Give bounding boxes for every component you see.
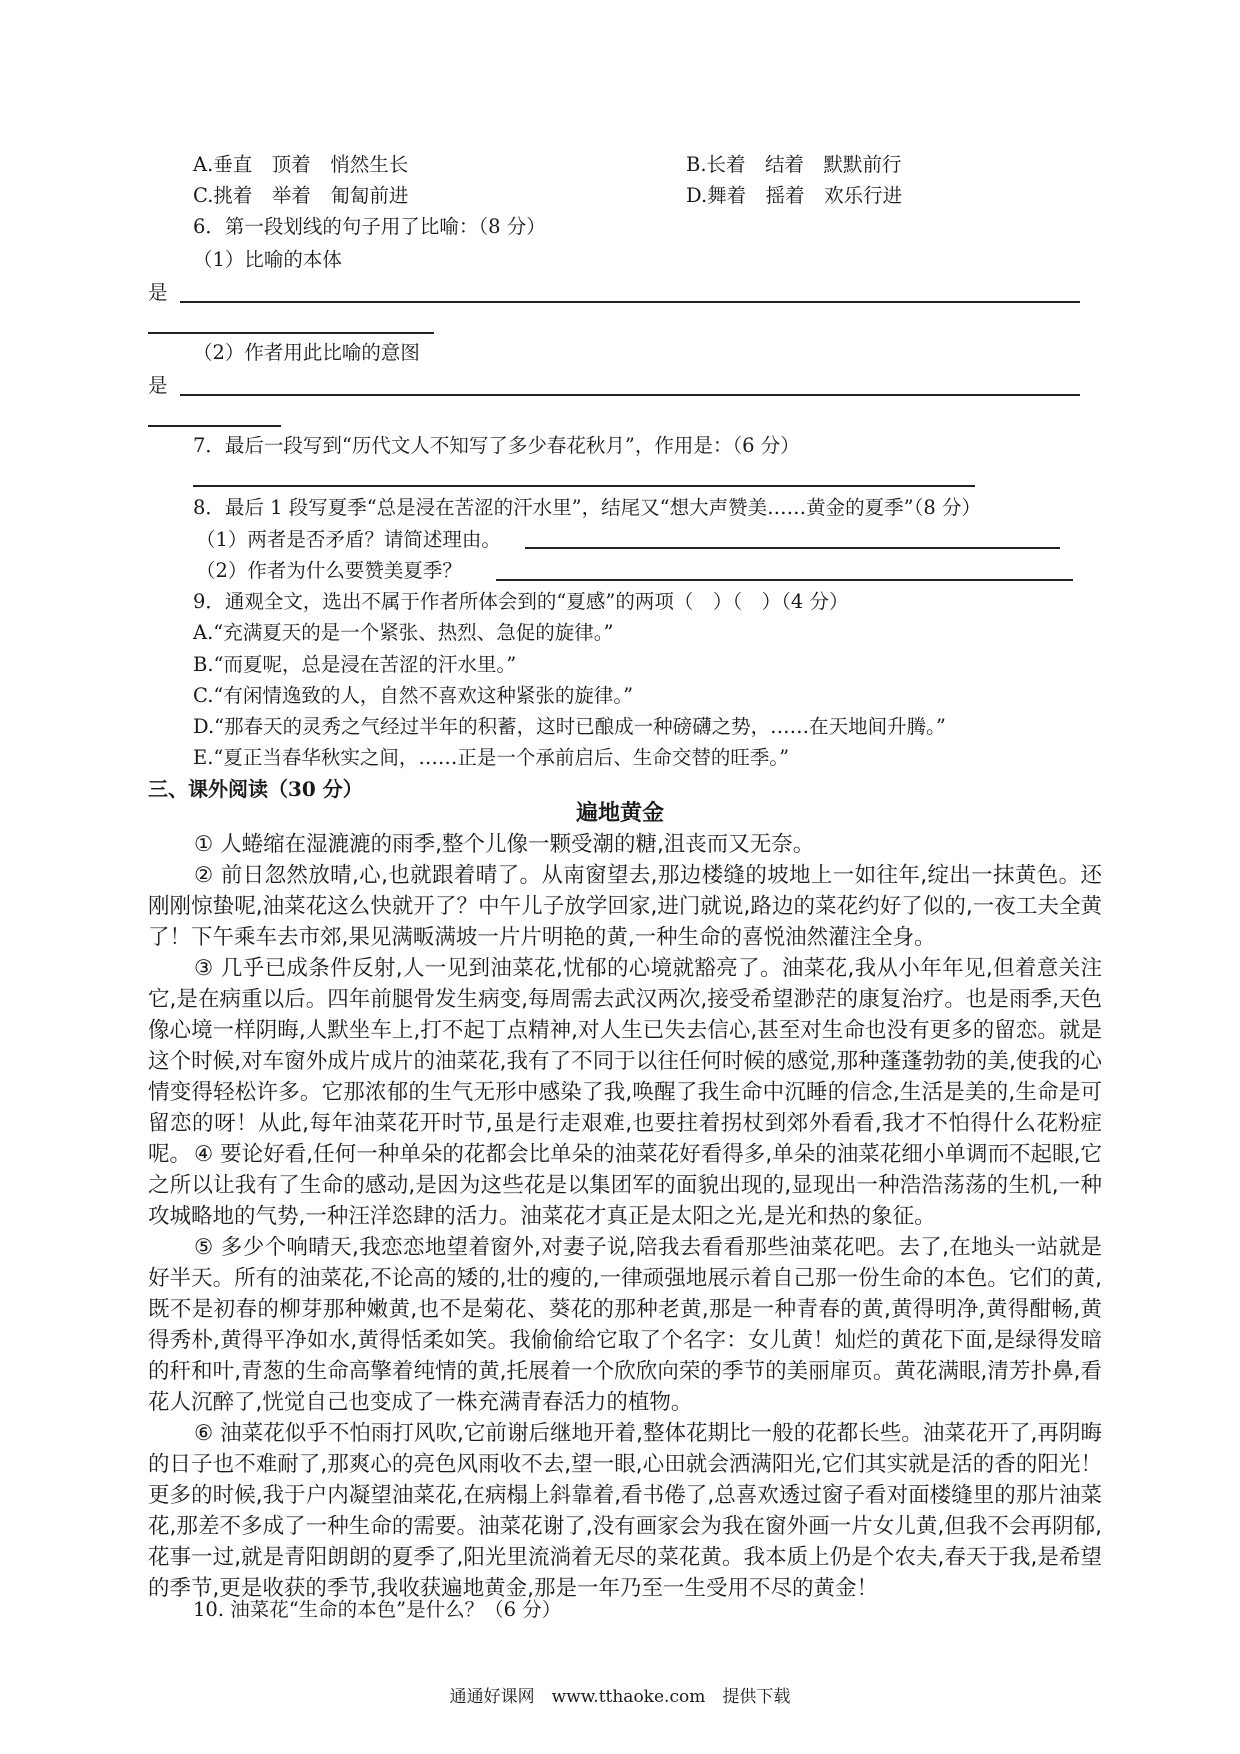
- question-6: 6．第一段划线的句子用了比喻：（8 分）: [193, 215, 546, 238]
- question-6-sub2-prefix: 是: [148, 374, 168, 397]
- option-c: C.挑着 举着 匍匐前进: [193, 184, 409, 207]
- question-6-sub1: （1）比喻的本体: [193, 248, 342, 271]
- article-paragraph-1: ① 人蜷缩在湿漉漉的雨季,整个儿像一颗受潮的糖,沮丧而又无奈。: [194, 832, 815, 857]
- article-paragraph-6: ⑥ 油菜花似乎不怕雨打风吹,它前谢后继地开着,整体花期比一般的花都长些。油菜花开了,再阴晦的日子也不难耐了,那爽心的亮色风雨收不去,望一眼,心田就会洒满阳光,它们其实就是活的香的阳光！更多的时候,我于户内凝望油菜花,在病榻上斜靠着,看书倦了,总喜欢透过窗子看对面楼缝里的那片油菜花,那差不多成了一种生命的需要。油菜花谢了,没有画家会为我在窗外画一片女儿黄,但我不会再阴郁,花事一过,就是青阳朗朗的夏季了,阳光里流淌着无尽的菜花黄。我本质上仍是个农夫,春天于我,是希望的季节,更是收获的季节,我收获遍地黄金,那是一年乃至一生受用不尽的黄金！: [148, 1421, 1102, 1601]
- article-paragraph-3: ③ 几乎已成条件反射,人一见到油菜花,忧郁的心境就豁亮了。油菜花,我从小年年见,但着意关注它,是在病重以后。四年前腿骨发生病变,每周需去武汉两次,接受希望渺茫的康复治疗。也是雨季,天色像心境一样阴晦,人默坐车上,打不起丁点精神,对人生已失去信心,甚至对生命也没有更多的留恋。就是这个时候,对车窗外成片成片的油菜花,我有了不同于以往任何时候的感觉,那种蓬蓬勃勃的美,使我的心情变得轻松许多。它那浓郁的生气无形中感染了我,唤醒了我生命中沉睡的信念,生活是美的,生命是可留恋的呀！从此,每年油菜花开时节,虽是行走艰难,也要拄着拐杖到郊外看看,我才不怕得什么花粉症呢。: [148, 956, 1102, 1167]
- answer-line-6-2a[interactable]: [180, 394, 1080, 396]
- answer-line-8-2[interactable]: [496, 579, 1073, 581]
- question-9: 9．通观全文，选出不属于作者所体会到的“夏感”的两项（ ）（ ）（4 分）: [193, 590, 849, 613]
- article-title: 遍地黄金: [575, 801, 664, 826]
- answer-line-6-1b[interactable]: [148, 332, 434, 334]
- question-6-sub1-prefix: 是: [148, 281, 168, 304]
- question-7: 7．最后一段写到“历代文人不知写了多少春花秋月”，作用是：（6 分）: [193, 434, 800, 457]
- question-6-sub2: （2）作者用此比喻的意图: [193, 341, 420, 364]
- article-paragraph-5: ⑤ 多少个响晴天,我恋恋地望着窗外,对妻子说,陪我去看看那些油菜花吧。去了,在地头一站就是好半天。所有的油菜花,不论高的矮的,壮的瘦的,一律顽强地展示着自己那一份生命的本色。它们的黄,既不是初春的柳芽那种嫩黄,也不是菊花、葵花的那种老黄,那是一种青春的黄,黄得明净,黄得酣畅,黄得秀朴,黄得平净如水,黄得恬柔如笑。我偷偷给它取了个名字：女儿黄！灿烂的黄花下面,是绿得发暗的秆和叶,青葱的生命高擎着纯情的黄,托展着一个欣欣向荣的季节的美丽扉页。黄花满眼,清芳扑鼻,看花人沉醉了,恍觉自己也变成了一株充满青春活力的植物。: [148, 1235, 1102, 1415]
- page-footer: 通通好课网 www.tthaoke.com 提供下载: [449, 1687, 791, 1707]
- option-a: A.垂直 顶着 悄然生长: [193, 153, 409, 176]
- answer-line-6-1a[interactable]: [180, 301, 1080, 303]
- article-paragraph-2: ② 前日忽然放晴,心,也就跟着晴了。从南窗望去,那边楼缝的坡地上一如往年,绽出一抹黄色。还刚刚惊蛰呢,油菜花这么快就开了？中午儿子放学回家,进门就说,路边的菜花约好了似的,一夜工夫全黄了！下午乘车去市郊,果见满畈满坡一片片明艳的黄,一种生命的喜悦油然灌注全身。: [148, 863, 1102, 950]
- question-9-option-d: D.“那春天的灵秀之气经过半年的积蓄，这时已酿成一种磅礴之势，……在天地间升腾。”: [193, 715, 946, 738]
- answer-line-8-1[interactable]: [525, 547, 1060, 549]
- section-3-heading: 三、课外阅读（30 分）: [148, 777, 363, 801]
- question-8: 8．最后 1 段写夏季“总是浸在苦涩的汗水里”，结尾又“想大声赞美……黄金的夏季”（8 分）: [193, 496, 981, 519]
- question-10: 10. 油菜花“生命的本色”是什么？（6 分）: [193, 1598, 562, 1621]
- question-8-sub2: （2）作者为什么要赞美夏季？: [196, 559, 462, 582]
- question-9-option-c: C.“有闲情逸致的人，自然不喜欢这种紧张的旋律。”: [193, 684, 634, 707]
- answer-line-7[interactable]: [193, 485, 975, 487]
- article-paragraph-4: ④ 要论好看,任何一种单朵的花都会比单朵的油菜花好看得多,单朵的油菜花细小单调而不起眼,它之所以让我有了生命的感动,是因为这些花是以集团军的面貌出现的,显现出一种浩浩荡荡的生机,一种攻城略地的气势,一种汪洋恣肆的活力。油菜花才真正是太阳之光,是光和热的象征。: [148, 1142, 1102, 1229]
- option-b: B.长着 结着 默默前行: [686, 153, 902, 176]
- question-9-option-b: B.“而夏呢，总是浸在苦涩的汗水里。”: [193, 653, 517, 676]
- question-8-sub1: （1）两者是否矛盾？请简述理由。: [196, 528, 501, 551]
- question-9-option-e: E.“夏正当春华秋实之间，……正是一个承前启后、生命交替的旺季。”: [193, 746, 790, 769]
- question-9-option-a: A.“充满夏天的是一个紧张、热烈、急促的旋律。”: [193, 621, 614, 644]
- option-d: D.舞着 摇着 欢乐行进: [686, 184, 903, 207]
- answer-line-6-2b[interactable]: [148, 425, 281, 427]
